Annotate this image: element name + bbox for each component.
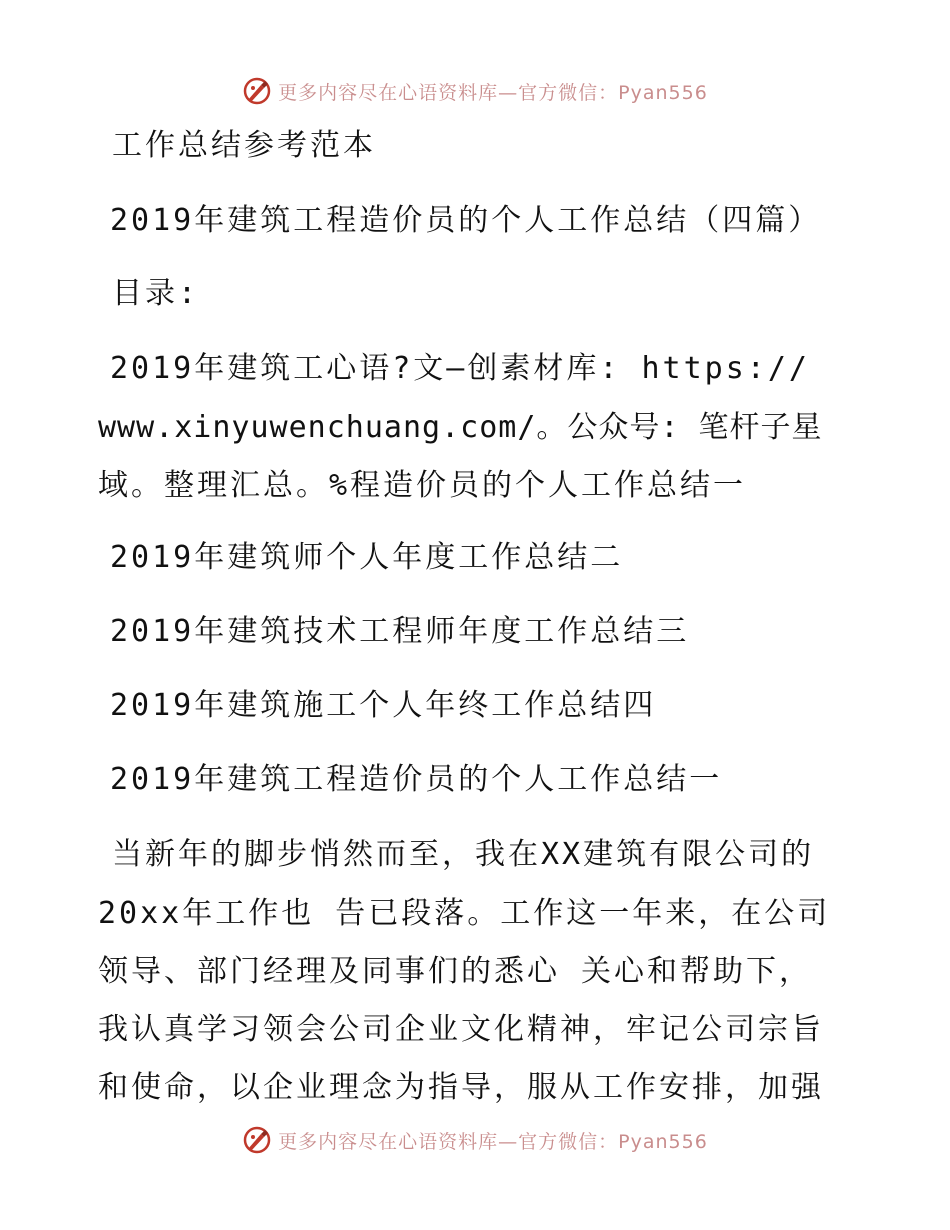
footer-watermark-banner [0,1123,950,1157]
paragraph-line: 我认真学习领会公司企业文化精神，牢记公司宗旨 [98,1012,824,1047]
paragraph-line: 和使命，以企业理念为指导，服从工作安排，加强 [98,1070,824,1105]
watermark-text: 更多内容尽在心语资料库—官方微信：Pyan556 [278,81,708,104]
toc-label: 目录: [112,276,200,311]
wechat-id: Pyan556 [618,81,708,104]
pen-logo-icon [242,1125,272,1155]
pen-logo-icon [242,76,272,106]
header-watermark-banner [0,74,950,108]
watermark-text: 更多内容尽在心语资料库—官方微信：Pyan556 [278,1130,708,1153]
doc-title: 2019年建筑工程造价员的个人工作总结（四篇） [110,203,822,238]
paragraph-line: 20xx年工作也 告已段落。工作这一年来，在公司 [98,896,831,931]
paragraph-line: 领导、部门经理及同事们的悉心 关心和帮助下， [98,954,813,989]
toc-line: 2019年建筑师个人年度工作总结二 [110,540,624,575]
wechat-id: Pyan556 [618,1130,708,1153]
section-heading: 2019年建筑工程造价员的个人工作总结一 [110,762,723,797]
toc-line: 2019年建筑施工个人年终工作总结四 [110,688,657,723]
toc-line: 2019年建筑工心语?文—创素材库: https:// [110,351,810,386]
toc-line: 2019年建筑技术工程师年度工作总结三 [110,614,690,649]
toc-line: www.xinyuwenchuang.com/。公众号: 笔杆子星 [98,410,823,445]
paragraph-line: 当新年的脚步悄然而至，我在XX建筑有限公司的 [112,837,815,872]
toc-line: 域。整理汇总。%程造价员的个人工作总结一 [98,468,747,503]
doc-heading: 工作总结参考范本 [112,128,376,163]
